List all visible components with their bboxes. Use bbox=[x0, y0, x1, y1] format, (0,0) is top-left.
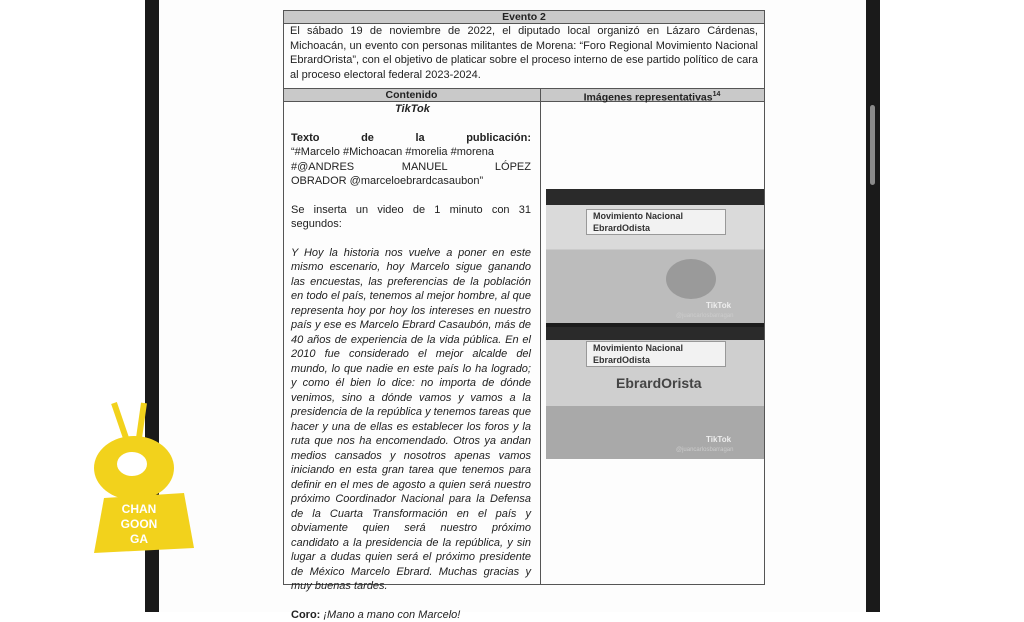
tiktok-screenshot-1 bbox=[546, 189, 764, 323]
watermark-logo bbox=[84, 398, 204, 558]
content-column bbox=[291, 102, 531, 622]
publication-text-line-1: “#Marcelo #Michoacan #morelia #morena bbox=[291, 145, 531, 160]
publication-label: Texto de la publicación: bbox=[291, 131, 531, 146]
sign-text: EbrardOrista bbox=[616, 375, 702, 391]
tiktok-logo-icon: TikTok bbox=[706, 301, 731, 310]
watermark-line-2: GOON bbox=[121, 517, 158, 531]
column-divider bbox=[540, 88, 541, 584]
watermark-line-1: CHAN bbox=[122, 502, 157, 516]
chorus bbox=[291, 608, 531, 622]
scrollbar-thumb[interactable] bbox=[870, 105, 875, 185]
tiktok-username: @juancarlosbarragan bbox=[676, 313, 733, 319]
platform-title: TikTok bbox=[291, 102, 531, 117]
tiktok-screenshot-2 bbox=[546, 327, 764, 459]
publication-text-line-2: #@ANDRES MANUEL LÓPEZ bbox=[291, 160, 531, 175]
banner-2: Movimiento Nacional EbrardOdista bbox=[586, 341, 726, 367]
tiktok-username: @juancarlosbarragan bbox=[676, 447, 733, 453]
tiktok-logo-icon: TikTok bbox=[706, 435, 731, 444]
banner-1: Movimiento Nacional EbrardOdista bbox=[586, 209, 726, 235]
device-frame-right bbox=[866, 0, 880, 612]
video-info: Se inserta un video de 1 minuto con 31 segundos: bbox=[291, 203, 531, 232]
event-intro: El sábado 19 de noviembre de 2022, el diputado local organizó en Lázaro Cárdenas, Michoacán, un evento con personas militantes de Morena: “Foro Regional Movimiento Nacional EbrardOrista”, con el objetivo de platicar sobre el proceso interno de ese partido político de cara al proceso electoral federal 2023-2024. bbox=[290, 24, 758, 82]
person-figure bbox=[666, 259, 716, 299]
event-header: Evento 2 bbox=[284, 11, 764, 24]
video-transcript: Y Hoy la historia nos vuelve a poner en este mismo escenario, hoy Marcelo sigue ganando las encuestas, las preferencias de la población en todo el país, tenemos al mejor hombre, al que representa hoy por hoy los intereses en nuestro país y ese es Marcelo Ebrard Casaubón, más de 40 años de experiencia de la vida pública. En el 2010 fue considerado el mejor alcalde del mundo, lo que nadie en este país lo ha logrado; y como él bien lo dice: no importa de dónde venimos, sino a dónde vamos y vamos a la presidencia de la república y tenemos tareas que hacer y una de ellas es establecer los foros y la ruta que nos ha encomendado. Otros ya andan medios cansados y nosotros apenas vamos iniciando en esta gran tarea que tenemos para definir en el mes de agosto a quien será nuestro próximo Coordinador Nacional para la Defensa de la Cuarta Transformación en el país y obviamente quien será nuestro próximo candidato a la presidencia de la república, y sin lugar a dudas quien será el próximo presidente de México Marcelo Ebrard. Muchas gracias y muy buenas tardes. bbox=[291, 246, 531, 594]
images-column-header: Imágenes representativas$^{14}$ bbox=[540, 89, 764, 104]
chorus-label: Coro: bbox=[291, 609, 320, 621]
publication-text-line-3: OBRADOR @marceloebrardcasaubon” bbox=[291, 174, 531, 189]
representative-images bbox=[546, 189, 764, 459]
watermark-line-3: GA bbox=[130, 532, 148, 546]
chorus-text: ¡Mano a mano con Marcelo! bbox=[323, 609, 460, 621]
content-column-header: Contenido bbox=[284, 89, 539, 101]
columns-header bbox=[284, 88, 764, 102]
